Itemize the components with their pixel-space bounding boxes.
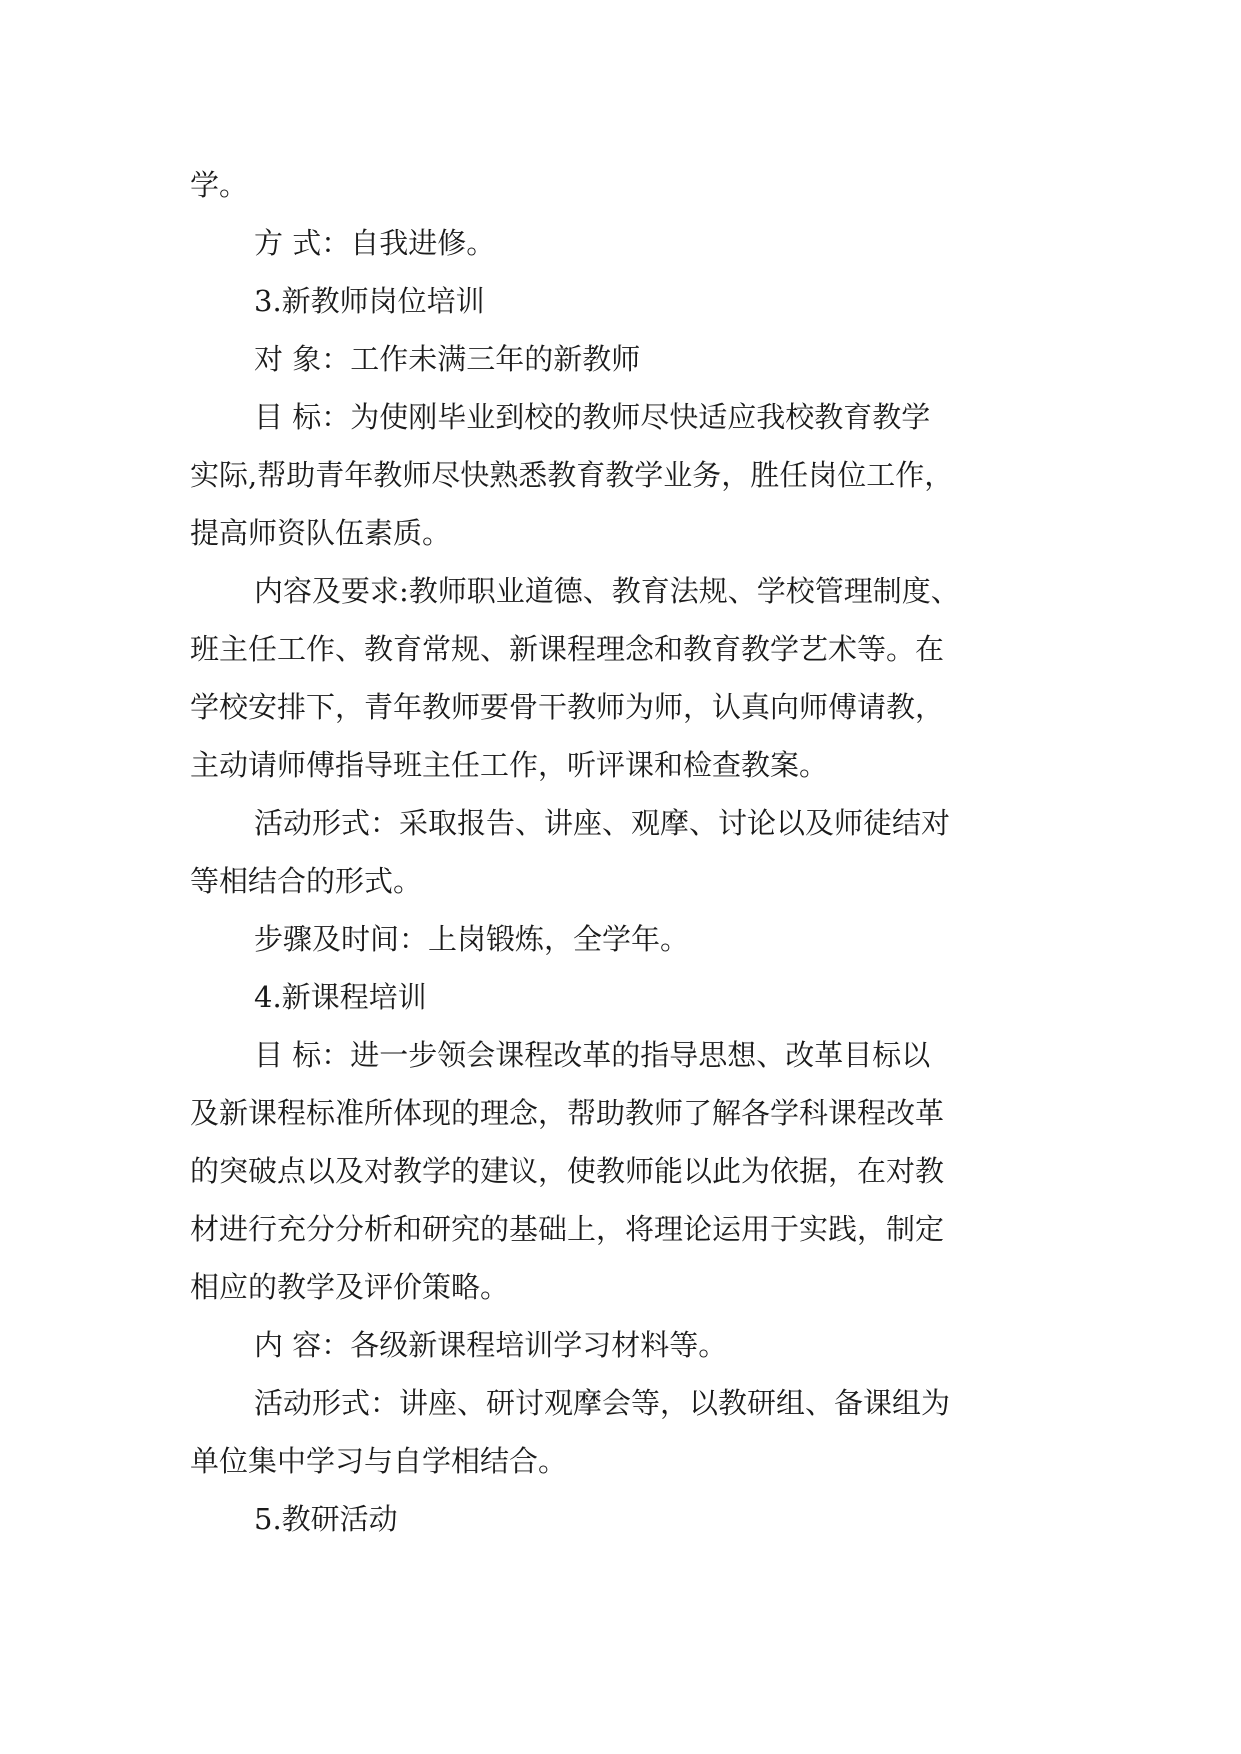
section-heading: 3.新教师岗位培训	[254, 284, 485, 318]
text-line: 等相结合的形式。	[190, 864, 423, 898]
text-line: 内容及要求:教师职业道德、教育法规、学校管理制度、	[254, 574, 960, 608]
text-line: 内 容：各级新课程培训学习材料等。	[254, 1328, 728, 1362]
text-line: 学校安排下，青年教师要骨干教师为师，认真向师傅请教，	[190, 690, 945, 724]
text-line: 方 式：自我进修。	[254, 226, 496, 260]
text-line: 的突破点以及对教学的建议，使教师能以此为依据，在对教	[190, 1154, 945, 1188]
text-line: 活动形式：采取报告、讲座、观摩、讨论以及师徒结对	[254, 806, 951, 840]
text-line: 班主任工作、教育常规、新课程理念和教育教学艺术等。在	[190, 632, 945, 666]
text-line: 活动形式：讲座、研讨观摩会等，以教研组、备课组为	[254, 1386, 951, 1420]
text-line: 及新课程标准所体现的理念，帮助教师了解各学科课程改革	[190, 1096, 945, 1130]
section-heading: 5.教研活动	[254, 1502, 398, 1536]
text-line: 材进行充分分析和研究的基础上，将理论运用于实践，制定	[190, 1212, 945, 1246]
text-line: 提高师资队伍素质。	[190, 516, 452, 550]
text-line: 目 标：为使刚毕业到校的教师尽快适应我校教育教学	[254, 400, 931, 434]
text-line: 对 象：工作未满三年的新教师	[254, 342, 641, 376]
text-line: 目 标：进一步领会课程改革的指导思想、改革目标以	[254, 1038, 931, 1072]
text-line: 学。	[190, 168, 249, 202]
text-line: 步骤及时间：上岗锻炼，全学年。	[254, 922, 690, 956]
text-line: 实际,帮助青年教师尽快熟悉教育教学业务，胜任岗位工作，	[190, 458, 954, 492]
text-line: 单位集中学习与自学相结合。	[190, 1444, 568, 1478]
document-body	[190, 156, 1050, 1548]
text-line: 主动请师傅指导班主任工作，听评课和检查教案。	[190, 748, 829, 782]
section-heading: 4.新课程培训	[254, 980, 427, 1014]
text-line: 相应的教学及评价策略。	[190, 1270, 510, 1304]
